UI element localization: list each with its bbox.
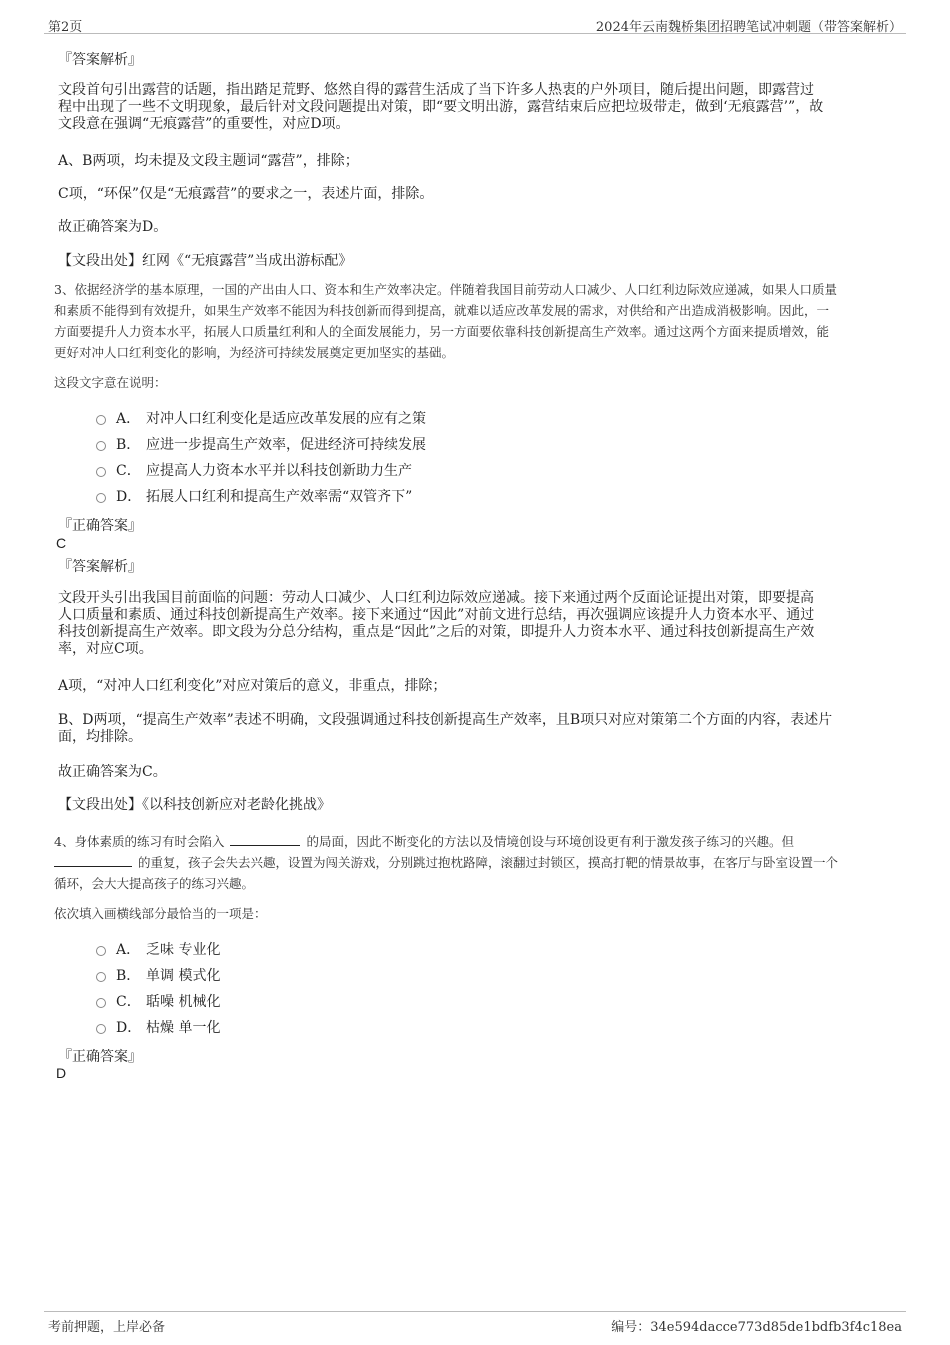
radio-icon[interactable] <box>96 441 106 451</box>
q3-conclusion: 故正确答案为C。 <box>58 764 167 780</box>
q3-analysis-line: 科技创新提高生产效率。即文段为分总分结构，重点是“因此”之后的对策，即提升人力资本水平、通过科技创新提高生产效 <box>58 624 815 640</box>
q3-analysis-line: 率，对应C项。 <box>58 641 153 657</box>
q4-question: 依次填入画横线部分最恰当的一项是： <box>54 906 267 921</box>
radio-icon[interactable] <box>96 415 106 425</box>
q4-stem-text: 4、身体素质的练习有时会陷入 <box>54 834 225 849</box>
option-letter: D． <box>116 1020 142 1036</box>
q3-point-a: A项，“对冲人口红利变化”对应对策后的意义，非重点，排除； <box>58 678 447 694</box>
q4-option-b[interactable] <box>96 965 220 985</box>
radio-icon[interactable] <box>96 1024 106 1034</box>
q3-point-bd-line: B、D两项，“提高生产效率”表述不明确，文段强调通过科技创新提高生产效率，且B项只对应对策第二个方面的内容，表述片 <box>58 712 833 728</box>
option-text: 聒噪 机械化 <box>146 994 221 1010</box>
q4-stem <box>54 831 904 894</box>
footer-doc-id: 编号：34e594dacce773d85de1bdfb3f4c18ea <box>611 1320 902 1335</box>
q3-option-d[interactable] <box>96 486 412 506</box>
footer-slogan: 考前押题，上岸必备 <box>48 1320 166 1335</box>
q3-analysis-line: 文段开头引出我国目前面临的问题：劳动人口减少、人口红利边际效应递减。接下来通过两个反面论证提出对策，即要提高 <box>58 590 814 606</box>
radio-icon[interactable] <box>96 946 106 956</box>
radio-icon[interactable] <box>96 972 106 982</box>
q2-point-ab: A、B两项，均未提及文段主题词“露营”，排除； <box>58 153 359 169</box>
q2-source: 【文段出处】红网《“无痕露营”当成出游标配》 <box>58 253 353 269</box>
q3-analysis <box>58 590 898 658</box>
q3-option-a[interactable] <box>96 408 426 428</box>
q3-analysis-line: 人口质量和素质、通过科技创新提高生产效率。接下来通过“因此”对前文进行总结，再次强调应该提升人力资本水平、通过 <box>58 607 815 623</box>
q4-stem-line-1 <box>54 831 904 852</box>
option-text: 枯燥 单一化 <box>146 1020 221 1036</box>
q3-option-b[interactable] <box>96 434 426 454</box>
q3-stem-line: 和素质不能得到有效提升，如果生产效率不能因为科技创新而得到提高，就难以适应改革发展的需求，对供给和产出造成消极影响。因此，一 <box>54 303 830 318</box>
q3-point-bd <box>58 712 898 746</box>
q3-answer-label: 『正确答案』 <box>58 518 142 534</box>
radio-icon[interactable] <box>96 467 106 477</box>
q4-stem-line-3: 循环，会大大提高孩子的练习兴趣。 <box>54 876 255 891</box>
option-text: 单调 模式化 <box>146 968 221 984</box>
q4-option-d[interactable] <box>96 1017 220 1037</box>
option-text: 对冲人口红利变化是适应改革发展的应有之策 <box>146 411 426 427</box>
option-letter: C． <box>116 994 141 1010</box>
option-text: 拓展人口红利和提高生产效率需“双管齐下” <box>146 489 413 505</box>
q4-option-a[interactable] <box>96 939 220 959</box>
q3-answer: C <box>56 535 67 551</box>
page-header <box>44 12 906 34</box>
q2-point-c: C项，“环保”仅是“无痕露营”的要求之一，表述片面，排除。 <box>58 186 434 202</box>
q4-blank-2 <box>54 855 132 867</box>
page-footer <box>44 1311 906 1333</box>
q2-analysis <box>58 82 898 133</box>
q4-option-c[interactable] <box>96 991 220 1011</box>
q4-answer-label: 『正确答案』 <box>58 1049 142 1065</box>
page-number: 第2页 <box>48 20 83 35</box>
q4-blank-1 <box>230 834 300 846</box>
option-text: 乏味 专业化 <box>146 942 221 958</box>
radio-icon[interactable] <box>96 493 106 503</box>
option-letter: B． <box>116 968 141 984</box>
q3-stem-line: 方面要提升人力资本水平，拓展人口质量红利和人的全面发展能力，另一方面要依靠科技创新提高生产效率。通过这两个方面来提质增效，能 <box>54 324 830 339</box>
q3-stem <box>54 279 904 363</box>
q2-analysis-line: 程中出现了一些不文明现象，最后针对文段问题提出对策，即“要文明出游，露营结束后应把垃圾带走，做到‘无痕露营’”，故 <box>58 99 824 115</box>
option-letter: D． <box>116 489 142 505</box>
q3-stem-line: 更好对冲人口红利变化的影响，为经济可持续发展奠定更加坚实的基础。 <box>54 345 455 360</box>
option-letter: A． <box>116 942 141 958</box>
q2-analysis-line: 文段首句引出露营的话题，指出踏足荒野、悠然自得的露营生活成了当下许多人热衷的户外项目，随后提出问题，即露营过 <box>58 82 814 98</box>
q3-point-bd-line: 面，均排除。 <box>58 729 142 745</box>
q3-analysis-label: 『答案解析』 <box>58 559 142 575</box>
option-letter: A． <box>116 411 141 427</box>
radio-icon[interactable] <box>96 998 106 1008</box>
option-letter: C． <box>116 463 141 479</box>
q3-question: 这段文字意在说明： <box>54 375 167 390</box>
q4-stem-line-2 <box>54 852 904 873</box>
q2-analysis-line: 文段意在强调“无痕露营”的重要性，对应D项。 <box>58 116 350 132</box>
q2-conclusion: 故正确答案为D。 <box>58 219 168 235</box>
q4-stem-text: 的局面，因此不断变化的方法以及情境创设与环境创设更有利于激发孩子练习的兴趣。但 <box>306 834 794 849</box>
q3-stem-line: 3、依据经济学的基本原理，一国的产出由人口、资本和生产效率决定。伴随着我国目前劳动人口减少、人口红利边际效应递减，如果人口质量 <box>54 282 837 297</box>
document-title: 2024年云南魏桥集团招聘笔试冲刺题（带答案解析） <box>595 20 902 35</box>
option-text: 应进一步提高生产效率，促进经济可持续发展 <box>146 437 426 453</box>
q4-stem-text: 的重复，孩子会失去兴趣，设置为闯关游戏，分别跳过抱枕路障，滚翻过封锁区，摸高打靶的情景故事，在客厅与卧室设置一个 <box>137 855 838 870</box>
q3-source: 【文段出处】《以科技创新应对老龄化挑战》 <box>58 797 331 813</box>
option-text: 应提高人力资本水平并以科技创新助力生产 <box>146 463 412 479</box>
option-letter: B． <box>116 437 141 453</box>
q2-analysis-label: 『答案解析』 <box>58 52 142 68</box>
q3-option-c[interactable] <box>96 460 412 480</box>
q4-answer: D <box>56 1065 67 1081</box>
